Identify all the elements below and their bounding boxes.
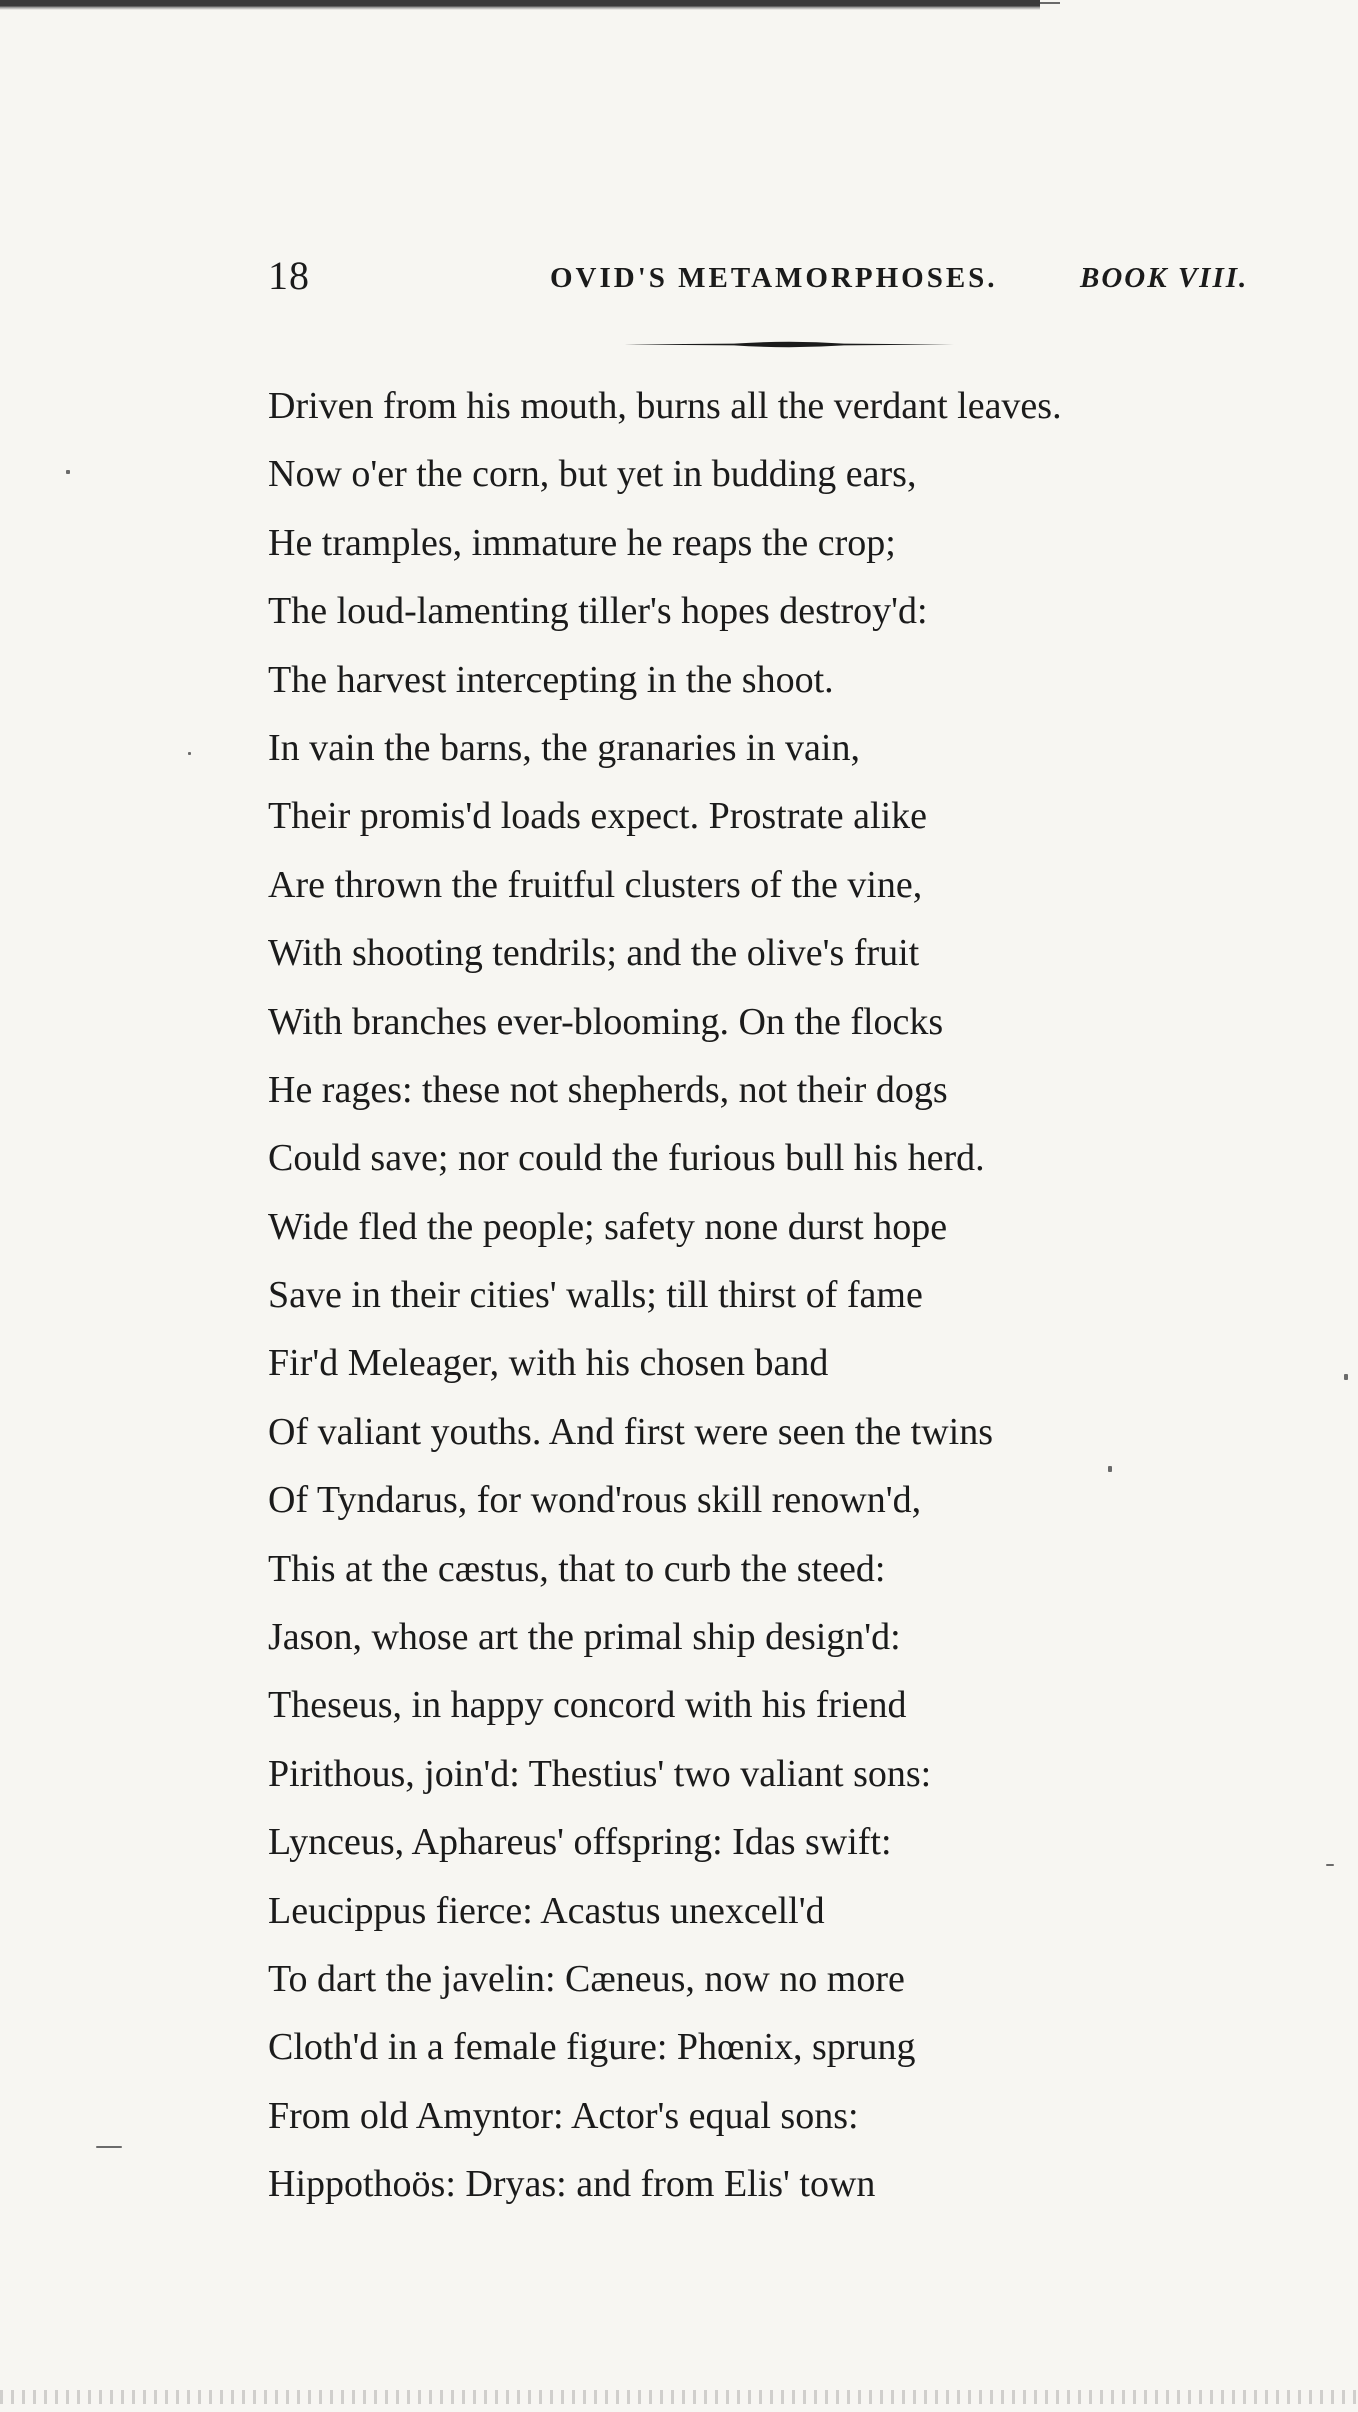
margin-speck (1326, 1864, 1334, 1866)
verse-line: Cloth'd in a female figure: Phœnix, sprung (268, 2026, 916, 2069)
verse-line: To dart the javelin: Cæneus, now no more (268, 1957, 905, 2000)
verse-line: Now o'er the corn, but yet in budding ears, (268, 453, 917, 496)
verse-line: Could save; nor could the furious bull his herd. (268, 1137, 985, 1180)
verse-line: With branches ever-blooming. On the flocks (268, 1000, 944, 1043)
verse-line: Of Tyndarus, for wond'rous skill renown'd, (268, 1479, 922, 1522)
ornamental-rule-graphic (624, 340, 954, 349)
ornamental-rule (624, 340, 954, 349)
verse-line: Lynceus, Aphareus' offspring: Idas swift: (268, 1821, 892, 1864)
top-edge-rule (0, 0, 1040, 10)
margin-speck (66, 470, 70, 474)
verse-line: Wide fled the people; safety none durst hope (268, 1205, 948, 1248)
running-title: OVID'S METAMORPHOSES. (550, 262, 998, 294)
verse-line: Are thrown the fruitful clusters of the vine, (268, 863, 923, 906)
verse-line: Fir'd Meleager, with his chosen band (268, 1342, 829, 1385)
verse-line: Pirithous, join'd: Thestius' two valiant sons: (268, 1752, 932, 1795)
verse-line: Hippothoös: Dryas: and from Elis' town (268, 2163, 876, 2206)
bottom-edge-noise (0, 2390, 1358, 2404)
margin-speck (96, 2146, 122, 2148)
verse-line: He tramples, immature he reaps the crop; (268, 521, 896, 564)
verse-text (268, 372, 1228, 2219)
verse-line: This at the cæstus, that to curb the steed: (268, 1547, 886, 1590)
margin-speck (1108, 1466, 1112, 1472)
verse-line: Of valiant youths. And first were seen the twins (268, 1410, 994, 1453)
verse-line: Driven from his mouth, burns all the verdant leaves. (268, 385, 1062, 427)
verse-line: Jason, whose art the primal ship design'd: (268, 1616, 901, 1659)
margin-speck (188, 752, 191, 755)
book-label: BOOK VIII. (1080, 262, 1249, 294)
verse-line: With shooting tendrils; and the olive's fruit (268, 932, 920, 975)
verse-line: Leucippus fierce: Acastus unexcell'd (268, 1889, 825, 1932)
page-number: 18 (268, 253, 310, 298)
verse-line: The loud-lamenting tiller's hopes destroy'd: (268, 590, 928, 633)
margin-speck (1344, 1374, 1348, 1380)
verse-line: Theseus, in happy concord with his friend (268, 1684, 907, 1727)
verse-line: He rages: these not shepherds, not their dogs (268, 1068, 948, 1111)
verse-line: Their promis'd loads expect. Prostrate alike (268, 795, 927, 838)
verse-line: Save in their cities' walls; till thirst of fame (268, 1274, 923, 1317)
top-edge-rule-tail (1040, 2, 1060, 4)
verse-line: From old Amyntor: Actor's equal sons: (268, 2094, 859, 2137)
verse-line: The harvest intercepting in the shoot. (268, 658, 834, 701)
running-head (0, 252, 1358, 312)
verse-line: In vain the barns, the granaries in vain, (268, 726, 860, 769)
